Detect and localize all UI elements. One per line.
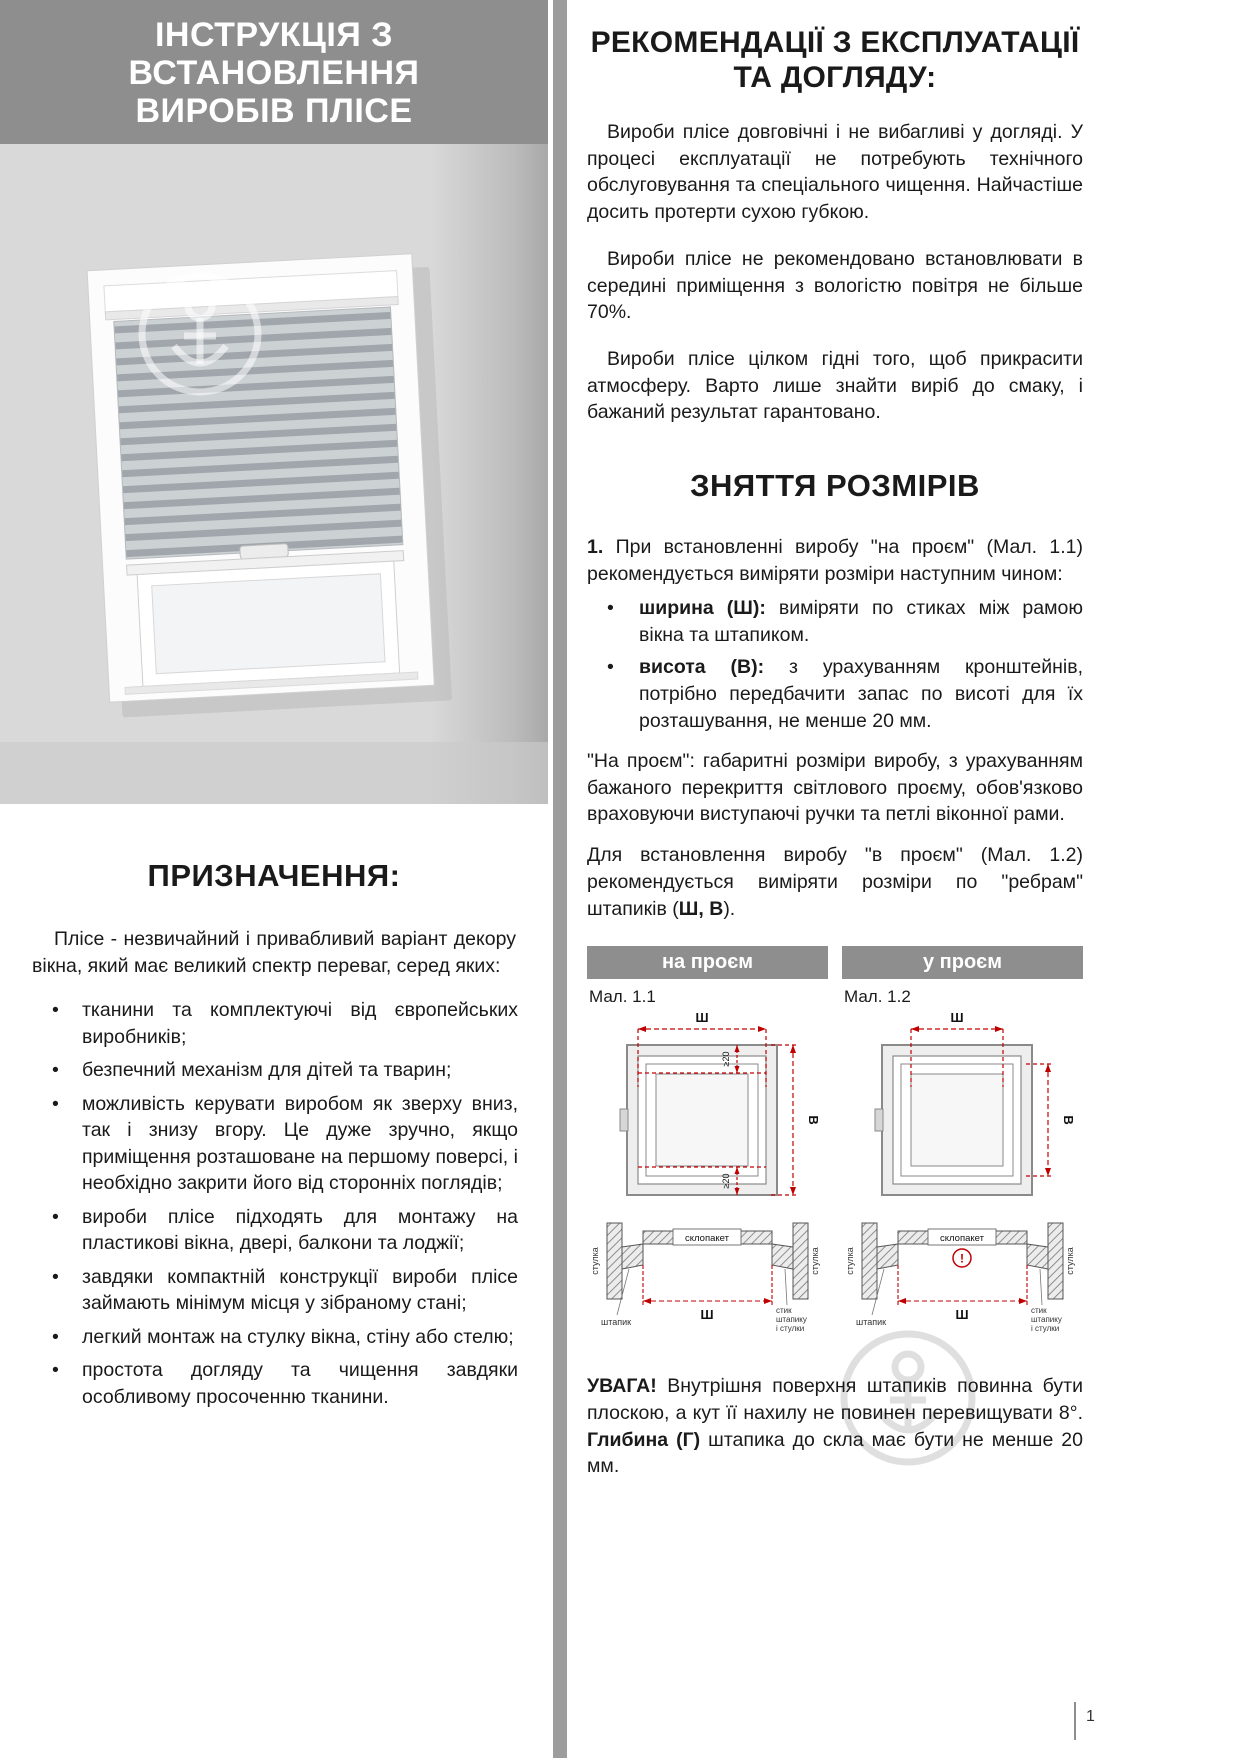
term-width: ширина (Ш): — [639, 597, 766, 620]
warning-mark: ! — [960, 1251, 964, 1266]
section-width-label: Ш — [955, 1307, 969, 1323]
height-dim-label: В — [1061, 1115, 1076, 1125]
list-item — [587, 595, 1083, 648]
purpose-intro: Плісе - незвичайний і привабливий варіант декору вікна, який має великий спектр переваг, серед яких: — [32, 928, 516, 977]
sash-left-label: стулка — [590, 1247, 600, 1275]
step-text: При встановленні виробу "на проєм" (Мал. 1.1) рекомендується виміряти розміри наступним чином: — [587, 536, 1083, 585]
column-divider — [553, 0, 567, 1758]
measure-paragraph-v-bold: Ш, В — [678, 897, 724, 920]
joint-label-2: штапику — [1031, 1315, 1062, 1325]
measure-paragraph-v-pre: Для встановлення виробу "в проєм" (Мал. 1.2) рекомендується виміряти розміри по "ребрам" штапиків ( — [587, 844, 1083, 920]
sash-right-label: стулка — [1065, 1247, 1075, 1275]
figure-1-2-caption: Мал. 1.2 — [844, 987, 911, 1007]
term-height: висота (В): — [639, 656, 765, 679]
care-heading-line1: РЕКОМЕНДАЦІЇ З ЕКСПЛУАТАЦІЇ — [590, 26, 1080, 59]
bead-label: штапик — [856, 1317, 887, 1328]
left-header-line2: ВИРОБІВ ПЛІСЕ — [135, 92, 413, 131]
joint-label-1: стик — [776, 1306, 792, 1316]
warning-paragraph — [587, 1373, 1083, 1480]
left-header-banner — [0, 0, 548, 144]
purpose-heading: ПРИЗНАЧЕННЯ: — [147, 858, 401, 894]
section-width-label: Ш — [700, 1307, 714, 1323]
care-paragraph-3: Вироби плісе цілком гідні того, щоб прикрасити атмосферу. Варто лише знайти виріб до смаку, і бажаний результат гарантовано. — [587, 347, 1083, 424]
list-item: • вироби плісе підходять для монтажу на пластикові вікна, двері, балкони та лоджії; — [26, 1204, 522, 1257]
care-paragraph-2: Вироби плісе не рекомендовано встановлювати в середині приміщення з вологістю повітря не більше 70%. — [587, 247, 1083, 324]
term-height-text: з урахуванням кронштейнів, потрібно передбачити запас по висоті для їх розташування, не менше 20 мм. — [639, 656, 1083, 732]
joint-label-2: штапику — [776, 1315, 807, 1325]
figures-row — [587, 946, 1083, 1341]
depth-term: Глибина (Г) — [587, 1428, 701, 1451]
warning-text-1: Внутрішня поверхня штапиків повинна бути плоскою, а кут її нахилу не повинен перевищувати 8°. — [587, 1375, 1083, 1424]
sash-left-label: стулка — [845, 1247, 855, 1275]
purpose-section — [0, 804, 548, 1410]
page-number: 1 — [1074, 1702, 1095, 1740]
term-width-text: виміряти по стиках між рамою вікна та штапиком. — [639, 597, 1083, 646]
joint-label-1: стик — [1031, 1306, 1047, 1316]
ge20-top-label: ≥20 — [721, 1051, 731, 1067]
measure-bullet-list — [587, 595, 1083, 734]
width-dim-label: Ш — [950, 1010, 964, 1026]
glazing-label: склопакет — [685, 1233, 729, 1245]
joint-label-3: і стулки — [776, 1324, 805, 1334]
list-item: • можливість керувати виробом як зверху вниз, так і знизу вгору. Це дуже зручно, якщо приміщення розташоване на першому поверсі, і необхідно закрити його від сторонніх поглядів; — [26, 1091, 522, 1197]
list-item — [587, 654, 1083, 734]
window-measure-diagram-u-proyem — [842, 1009, 1083, 1341]
figure-1-1-header: на проєм — [587, 946, 828, 979]
purpose-bullet-list — [26, 997, 522, 1410]
window-blind-illustration — [0, 144, 548, 804]
left-header-line1: ІНСТРУКЦІЯ З ВСТАНОВЛЕННЯ — [128, 16, 420, 93]
care-heading — [587, 26, 1083, 95]
warning-text-2: штапика до скла має бути не менше 20 мм. — [587, 1428, 1083, 1478]
window-measure-diagram-na-proyem — [587, 1009, 828, 1341]
list-item: • простота догляду та чищення завдяки особливому просоченню тканини. — [26, 1357, 522, 1410]
list-item: • тканини та комплектуючі від європейських виробників; — [26, 997, 522, 1050]
care-heading-line2: ТА ДОГЛЯДУ: — [733, 60, 937, 94]
step-number: 1. — [587, 536, 604, 559]
joint-label-3: і стулки — [1031, 1324, 1060, 1334]
measure-paragraph-v — [587, 842, 1083, 922]
sash-right-label: стулка — [810, 1247, 820, 1275]
care-paragraph-1: Вироби плісе довговічні і не вибагливі у догляді. У процесі експлуатації не потребують технічного обслуговування та спеціального чищення. Найчастіше досить протерти сухою губкою. — [587, 121, 1083, 224]
list-item: • безпечний механізм для дітей та тварин; — [26, 1057, 522, 1084]
bead-label: штапик — [601, 1317, 632, 1328]
figure-1-1-caption: Мал. 1.1 — [589, 987, 656, 1007]
width-dim-label: Ш — [695, 1010, 709, 1026]
list-item: • завдяки компактній конструкції вироби плісе займають мінімум місця у зібраному стані; — [26, 1264, 522, 1317]
figure-1-1 — [587, 946, 828, 1341]
glazing-label: склопакет — [940, 1233, 984, 1245]
left-column — [0, 0, 548, 1410]
height-dim-label: В — [806, 1115, 821, 1125]
right-column — [587, 20, 1083, 1480]
measure-heading: ЗНЯТТЯ РОЗМІРІВ — [690, 468, 980, 504]
warning-label: УВАГА! — [587, 1375, 657, 1398]
product-photo — [0, 144, 548, 804]
figure-1-2-header: у проєм — [842, 946, 1083, 979]
measure-paragraph-v-post: ). — [723, 897, 736, 920]
measure-step — [587, 534, 1083, 587]
measure-paragraph-na: "На проєм": габаритні розміри виробу, з урахуванням бажаного перекриття світлового проєму, обов'язково враховуючи виступаючі ручки та петлі віконної рами. — [587, 750, 1083, 826]
ge20-bottom-label: ≥20 — [721, 1173, 731, 1189]
list-item: • легкий монтаж на стулку вікна, стіну або стелю; — [26, 1324, 522, 1351]
figure-1-2 — [842, 946, 1083, 1341]
